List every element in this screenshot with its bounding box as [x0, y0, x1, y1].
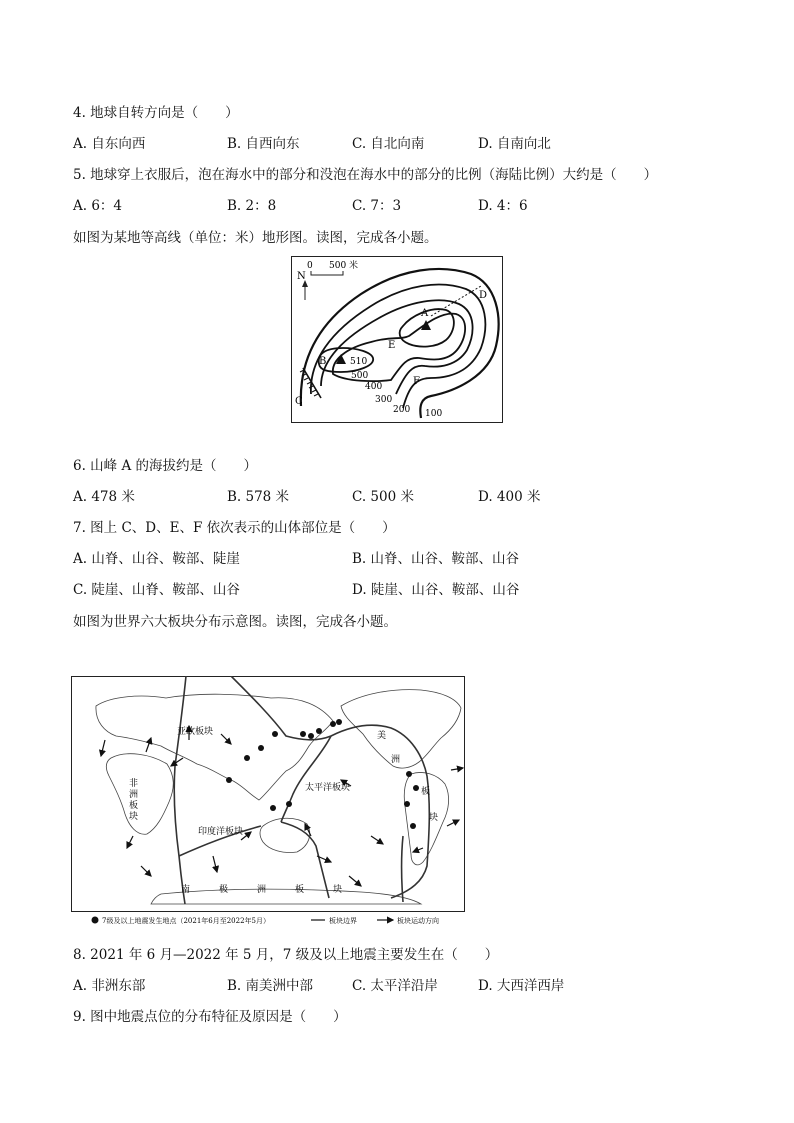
quake-dot — [336, 719, 342, 725]
question-7-stem: 7. 图上 C、D、E、F 依次表示的山体部位是（ ） — [73, 520, 396, 536]
q5-option-c: C. 7：3 — [352, 198, 402, 214]
legend-boundary-label: 板块边界 — [329, 917, 357, 925]
contour-label-100: 100 — [425, 409, 443, 419]
svg-text:非: 非 — [129, 779, 139, 789]
q8-option-c: C. 太平洋沿岸 — [352, 978, 438, 994]
question-6-stem: 6. 山峰 A 的海拔约是（ ） — [73, 458, 258, 474]
quake-dot — [300, 731, 306, 737]
plates-intro: 如图为世界六大板块分布示意图。读图，完成各小题。 — [73, 614, 397, 630]
scale-label: 500 米 — [329, 261, 359, 271]
quake-dot — [272, 731, 278, 737]
contour-intro: 如图为某地等高线（单位：米）地形图。读图，完成各小题。 — [73, 230, 438, 246]
q8-option-d: D. 大西洋西岸 — [478, 978, 565, 994]
quake-dot — [413, 785, 419, 791]
q6-option-c: C. 500 米 — [352, 489, 414, 505]
quake-dot — [244, 755, 250, 761]
north-label: N — [297, 271, 306, 282]
svg-text:板: 板 — [421, 787, 431, 797]
quake-dot — [258, 745, 264, 751]
quake-dot — [330, 721, 336, 727]
quake-dot — [406, 771, 412, 777]
plate-map — [71, 676, 466, 928]
svg-text:美: 美 — [377, 731, 387, 741]
quake-dot — [410, 823, 416, 829]
contour-label-500: 500 — [351, 371, 369, 381]
q4-option-b: B. 自西向东 — [227, 136, 300, 152]
question-9-stem: 9. 图中地震点位的分布特征及原因是（ ） — [73, 1009, 347, 1025]
contour-label-300: 300 — [375, 395, 393, 405]
q4-option-d: D. 自南向北 — [478, 136, 551, 152]
legend-quake-icon — [92, 917, 99, 924]
contour-map — [291, 256, 503, 423]
label-d: D — [479, 290, 488, 301]
contour-label-200: 200 — [393, 405, 411, 415]
legend-quake-label: 7级及以上地震发生地点（2021年6月至2022年5月） — [102, 917, 270, 925]
label-african-plate — [129, 777, 138, 822]
label-eurasian-plate: 亚欧板块 — [177, 727, 214, 737]
label-f: F — [413, 376, 420, 387]
q7-option-d: D. 陡崖、山谷、鞍部、山谷 — [352, 582, 520, 598]
quake-dot — [226, 777, 232, 783]
q6-option-d: D. 400 米 — [478, 489, 541, 505]
q6-option-a: A. 478 米 — [73, 489, 135, 505]
svg-text:南: 南 — [181, 885, 191, 895]
svg-text:洲: 洲 — [391, 755, 401, 765]
label-c: C — [295, 396, 303, 407]
quake-dot — [404, 801, 410, 807]
svg-text:洲: 洲 — [257, 885, 267, 895]
question-5-stem: 5. 地球穿上衣服后，泡在海水中的部分和没泡在海水中的部分的比例（海陆比例）大约是（ ） — [73, 167, 658, 183]
quake-dot — [308, 733, 314, 739]
svg-text:板: 板 — [129, 801, 139, 811]
svg-text:极: 极 — [219, 885, 229, 895]
question-4-stem: 4. 地球自转方向是（ ） — [73, 105, 239, 121]
q7-option-c: C. 陡崖、山脊、鞍部、山谷 — [73, 582, 240, 598]
label-b: B — [319, 356, 327, 367]
question-8-stem: 8. 2021 年 6 月—2022 年 5 月，7 级及以上地震主要发生在（ ） — [73, 947, 499, 963]
label-e: E — [388, 340, 396, 351]
q7-option-a: A. 山脊、山谷、鞍部、陡崖 — [73, 551, 240, 567]
svg-text:块: 块 — [129, 812, 139, 822]
q5-option-d: D. 4：6 — [478, 198, 528, 214]
quake-dot — [286, 801, 292, 807]
svg-text:块: 块 — [429, 813, 439, 823]
q8-option-a: A. 非洲东部 — [73, 978, 146, 994]
q4-option-c: C. 自北向南 — [352, 136, 425, 152]
label-pacific-plate: 太平洋板块 — [305, 783, 351, 793]
legend-motion-label: 板块运动方向 — [397, 917, 439, 925]
q4-option-a: A. 自东向西 — [73, 136, 146, 152]
elev-510: 510 — [350, 357, 368, 367]
contour-label-400: 400 — [365, 382, 383, 392]
quake-dot — [270, 805, 276, 811]
q7-option-b: B. 山脊、山谷、鞍部、山谷 — [352, 551, 520, 567]
q5-option-b: B. 2：8 — [227, 198, 277, 214]
svg-text:洲: 洲 — [129, 790, 139, 800]
q8-option-b: B. 南美洲中部 — [227, 978, 314, 994]
label-a: A — [421, 308, 429, 319]
q5-option-a: A. 6：4 — [73, 198, 123, 214]
label-indian-plate: 印度洋板块 — [198, 827, 244, 837]
svg-text:块: 块 — [333, 885, 343, 895]
svg-text:板: 板 — [295, 885, 305, 895]
scale-zero: 0 — [307, 261, 313, 271]
q6-option-b: B. 578 米 — [227, 489, 290, 505]
quake-dot — [316, 728, 322, 734]
